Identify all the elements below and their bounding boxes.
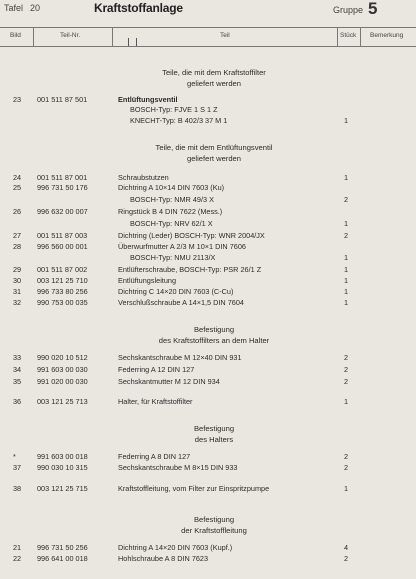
row-teil: Federring A 8 DIN 127 — [118, 452, 191, 461]
row-teil: Dichtring A 14×20 DIN 7603 (Kupf.) — [118, 543, 233, 552]
row-teil-nr: 996 731 50 256 — [37, 543, 88, 552]
row-bild: 27 — [13, 231, 22, 240]
row-bild: 34 — [13, 365, 22, 374]
row-teil-nr: 996 641 00 018 — [37, 554, 88, 563]
table-row — [0, 352, 416, 364]
row-teil: Federring A 12 DIN 127 — [118, 365, 195, 374]
column-header — [0, 27, 416, 47]
column-divider — [337, 28, 338, 46]
table-row — [0, 553, 416, 565]
table-row — [0, 376, 416, 388]
row-stueck: 1 — [344, 484, 349, 493]
table-row — [0, 252, 416, 264]
row-teil: Hohlschraube A 8 DIN 7623 — [118, 554, 209, 563]
row-teil: Dichtring (Leder) BOSCH-Typ: WNR 2004/JX — [118, 231, 265, 240]
row-teil: Halter, für Kraftstoffilter — [118, 397, 193, 406]
row-stueck: 1 — [344, 298, 349, 307]
gruppe-number: 5 — [368, 0, 378, 18]
row-bild: 23 — [13, 95, 22, 104]
row-bild: 25 — [13, 183, 22, 192]
row-stueck: 1 — [344, 219, 349, 228]
row-bild: 32 — [13, 298, 22, 307]
table-row — [0, 182, 416, 194]
row-teil: Entlüftungsleitung — [118, 276, 177, 285]
row-teil: BOSCH-Typ: NRV 62/1 X — [130, 219, 213, 228]
section-heading — [96, 423, 332, 445]
row-teil-nr: 996 731 50 176 — [37, 183, 88, 192]
column-stueck: Stück — [340, 32, 357, 39]
row-bild: 24 — [13, 173, 22, 182]
section-heading-line1: Befestigung — [193, 325, 235, 334]
section-heading-line2: des Halters — [194, 435, 234, 444]
row-teil-nr: 996 560 00 001 — [37, 242, 88, 251]
row-teil: Dichtring A 10×14 DIN 7603 (Ku) — [118, 183, 225, 192]
section-heading — [96, 324, 332, 346]
row-stueck: 1 — [344, 265, 349, 274]
row-teil-nr: 991 020 00 030 — [37, 377, 88, 386]
row-stueck: 2 — [344, 377, 349, 386]
row-teil: Entlüftungsventil — [118, 95, 178, 104]
row-teil-nr: 990 020 10 512 — [37, 353, 88, 362]
row-teil-nr: 990 030 10 315 — [37, 463, 88, 472]
row-bild: 38 — [13, 484, 22, 493]
section-heading-line1: Befestigung — [193, 424, 235, 433]
row-teil-nr: 003 121 25 713 — [37, 397, 88, 406]
row-stueck: 2 — [344, 452, 349, 461]
row-teil: Sechskantschraube M 12×40 DIN 931 — [118, 353, 242, 362]
section-heading — [96, 142, 332, 164]
row-stueck: 2 — [344, 353, 349, 362]
tafel-number: 20 — [30, 3, 41, 13]
row-teil: KNECHT-Typ: B 402/3 37 M 1 — [130, 116, 228, 125]
column-divider — [33, 28, 34, 46]
section-heading — [96, 514, 332, 536]
row-stueck: 2 — [344, 365, 349, 374]
row-teil-nr: 001 511 87 501 — [37, 95, 88, 104]
section-heading-line2: des Kraftstoffilters an dem Halter — [158, 336, 270, 345]
table-row — [0, 483, 416, 495]
table-row — [0, 297, 416, 309]
row-teil: BOSCH-Typ: FJVE 1 S 1 Z — [130, 105, 218, 114]
section-heading-line1: Teile, die mit dem Kraftstoffilter — [162, 68, 266, 77]
row-stueck: 1 — [344, 276, 349, 285]
row-teil-nr: 001 511 87 002 — [37, 265, 88, 274]
column-tick — [128, 38, 129, 46]
column-bemerkung: Bemerkung — [370, 32, 404, 39]
page-title: Kraftstoffanlage — [94, 1, 183, 15]
row-teil: Dichtring C 14×20 DIN 7603 (C-Cu) — [118, 287, 234, 296]
row-bild: 35 — [13, 377, 22, 386]
table-row — [0, 462, 416, 474]
table-row — [0, 218, 416, 230]
column-bild: Bild — [10, 32, 21, 39]
row-bild: 22 — [13, 554, 22, 563]
page-header — [0, 0, 416, 22]
row-bild: 31 — [13, 287, 22, 296]
row-bild: 36 — [13, 397, 22, 406]
table-row — [0, 364, 416, 376]
column-teil: Teil — [220, 32, 230, 39]
row-teil-nr: 996 632 00 007 — [37, 207, 88, 216]
column-divider — [112, 28, 113, 46]
row-teil: Sechskantschraube M 8×15 DIN 933 — [118, 463, 238, 472]
tafel-label: Tafel — [4, 3, 24, 13]
row-bild: 29 — [13, 265, 22, 274]
row-teil-nr: 001 511 87 003 — [37, 231, 88, 240]
row-teil-nr: 991 603 00 018 — [37, 452, 88, 461]
row-stueck: 1 — [344, 397, 349, 406]
row-teil: Kraftstoffleitung, vom Filter zur Einspritzpumpe — [118, 484, 270, 493]
row-bild: 21 — [13, 543, 22, 552]
row-teil-nr: 001 511 87 001 — [37, 173, 88, 182]
row-bild: 28 — [13, 242, 22, 251]
section-heading-line1: Teile, die mit dem Entlüftungsventil — [155, 143, 273, 152]
gruppe-label: Gruppe — [333, 5, 364, 15]
row-teil-nr: 990 753 00 035 — [37, 298, 88, 307]
row-stueck: 2 — [344, 195, 349, 204]
section-heading-line2: der Kraftstoffleitung — [181, 526, 247, 535]
row-teil: Überwurfmutter A 2/3 M 10×1 DIN 7606 — [118, 242, 246, 251]
row-teil-nr: 991 603 00 030 — [37, 365, 88, 374]
row-stueck: 2 — [344, 554, 349, 563]
row-stueck: 1 — [344, 287, 349, 296]
section-heading-line1: Befestigung — [193, 515, 235, 524]
column-divider — [360, 28, 361, 46]
row-teil: Verschlußschraube A 14×1,5 DIN 7604 — [118, 298, 244, 307]
row-teil-nr: 996 733 80 256 — [37, 287, 88, 296]
row-teil-nr: 003 121 25 715 — [37, 484, 88, 493]
column-teil-nr: Teil-Nr. — [60, 32, 81, 39]
row-teil: Sechskantmutter M 12 DIN 934 — [118, 377, 220, 386]
row-stueck: 4 — [344, 543, 349, 552]
row-teil: Ringstück B 4 DIN 7622 (Mess.) — [118, 207, 223, 216]
section-heading-line2: geliefert werden — [186, 79, 242, 88]
row-stueck: 2 — [344, 463, 349, 472]
column-tick — [136, 38, 137, 46]
row-stueck: 2 — [344, 231, 349, 240]
section-heading — [96, 67, 332, 89]
row-stueck: 1 — [344, 173, 349, 182]
row-stueck: 1 — [344, 253, 349, 262]
row-teil-nr: 003 121 25 710 — [37, 276, 88, 285]
row-bild: 33 — [13, 353, 22, 362]
row-bild: 30 — [13, 276, 22, 285]
row-bild: 37 — [13, 463, 22, 472]
row-bild: * — [13, 452, 16, 461]
row-bild: 26 — [13, 207, 22, 216]
table-row — [0, 194, 416, 206]
table-row — [0, 396, 416, 408]
table-row — [0, 206, 416, 218]
row-teil: BOSCH-Typ: NMU 2113/X — [130, 253, 216, 262]
row-teil: Schraubstutzen — [118, 173, 169, 182]
row-teil: Entlüfterschraube, BOSCH-Typ: PSR 26/1 Z — [118, 265, 262, 274]
section-heading-line2: geliefert werden — [186, 154, 242, 163]
row-stueck: 1 — [344, 116, 349, 125]
row-teil: BOSCH-Typ: NMR 49/3 X — [130, 195, 214, 204]
table-row — [0, 115, 416, 127]
